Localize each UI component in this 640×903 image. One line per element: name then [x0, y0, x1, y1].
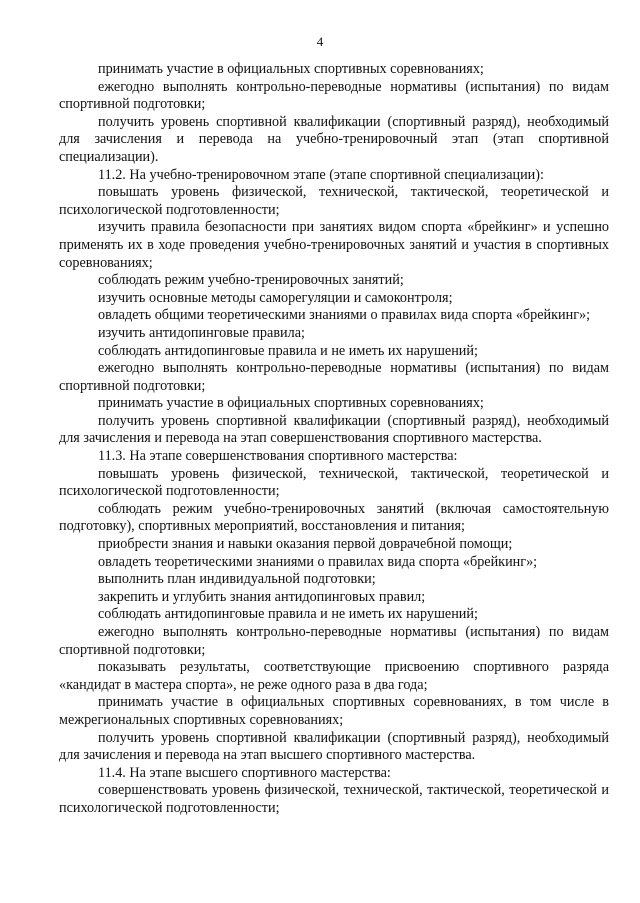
- section-heading: 11.3. На этапе совершенствования спортивного мастерства:: [98, 448, 458, 465]
- paragraph: закрепить и углубить знания антидопинговых правил;: [98, 588, 426, 605]
- paragraph: соблюдать режим учебно-тренировочных занятий (включая самостоятельную подготовку), спортивных мероприятий, восстановления и питания;: [59, 500, 609, 535]
- page-number: 4: [316, 34, 324, 49]
- document-body: [59, 61, 609, 818]
- paragraph: выполнить план индивидуальной подготовки;: [98, 571, 376, 588]
- paragraph: соблюдать режим учебно-тренировочных занятий;: [98, 272, 404, 289]
- paragraph: ежегодно выполнять контрольно-переводные нормативы (испытания) по видам спортивной подготовки;: [59, 360, 609, 394]
- paragraph: изучить основные методы саморегуляции и самоконтроля;: [98, 289, 453, 306]
- paragraph: повышать уровень физической, технической, тактической, теоретической и психологической подготовленности;: [59, 184, 609, 218]
- paragraph: получить уровень спортивной квалификации (спортивный разряд), необходимый для зачисления и перевода на этап совершенствования спортивного мастерства.: [59, 412, 609, 447]
- paragraph: принимать участие в официальных спортивных соревнованиях;: [98, 395, 484, 412]
- paragraph: соблюдать антидопинговые правила и не иметь их нарушений;: [98, 606, 478, 623]
- paragraph: повышать уровень физической, технической, тактической, теоретической и психологической подготовленности;: [59, 465, 609, 500]
- paragraph: получить уровень спортивной квалификации (спортивный разряд), необходимый для зачисления и перевода на учебно-тренировочный этап (этап спортивной специализации).: [59, 113, 609, 165]
- paragraph: принимать участие в официальных спортивных соревнованиях, в том числе в межрегиональных спортивных соревнованиях;: [59, 694, 609, 728]
- paragraph: изучить антидопинговые правила;: [98, 324, 305, 341]
- paragraph: овладеть общими теоретическими знаниями о правилах вида спорта «брейкинг»;: [98, 307, 591, 324]
- paragraph: соблюдать антидопинговые правила и не иметь их нарушений;: [98, 342, 478, 359]
- paragraph: получить уровень спортивной квалификации (спортивный разряд), необходимый для зачисления и перевода на этап высшего спортивного мастерства.: [59, 729, 609, 764]
- paragraph: изучить правила безопасности при занятиях видом спорта «брейкинг» и успешно применять их в ходе проведения учебно-тренировочных занятий и участия в спортивных соревнованиях;: [59, 219, 609, 271]
- section-heading: 11.2. На учебно-тренировочном этапе (этапе спортивной специализации):: [98, 166, 544, 183]
- section-heading: 11.4. На этапе высшего спортивного мастерства:: [98, 764, 391, 781]
- paragraph: совершенствовать уровень физической, технической, тактической, теоретической и психологической подготовленности;: [59, 782, 609, 816]
- paragraph: показывать результаты, соответствующие присвоению спортивного разряда «кандидат в мастера спорта», не реже одного раза в два года;: [59, 659, 609, 693]
- paragraph: ежегодно выполнять контрольно-переводные нормативы (испытания) по видам спортивной подготовки;: [59, 624, 609, 658]
- paragraph: принимать участие в официальных спортивных соревнованиях;: [98, 61, 484, 77]
- paragraph: овладеть теоретическими знаниями о правилах вида спорта «брейкинг»;: [98, 553, 538, 570]
- paragraph: ежегодно выполнять контрольно-переводные нормативы (испытания) по видам спортивной подготовки;: [59, 78, 609, 113]
- paragraph: приобрести знания и навыки оказания первой доврачебной помощи;: [98, 536, 513, 553]
